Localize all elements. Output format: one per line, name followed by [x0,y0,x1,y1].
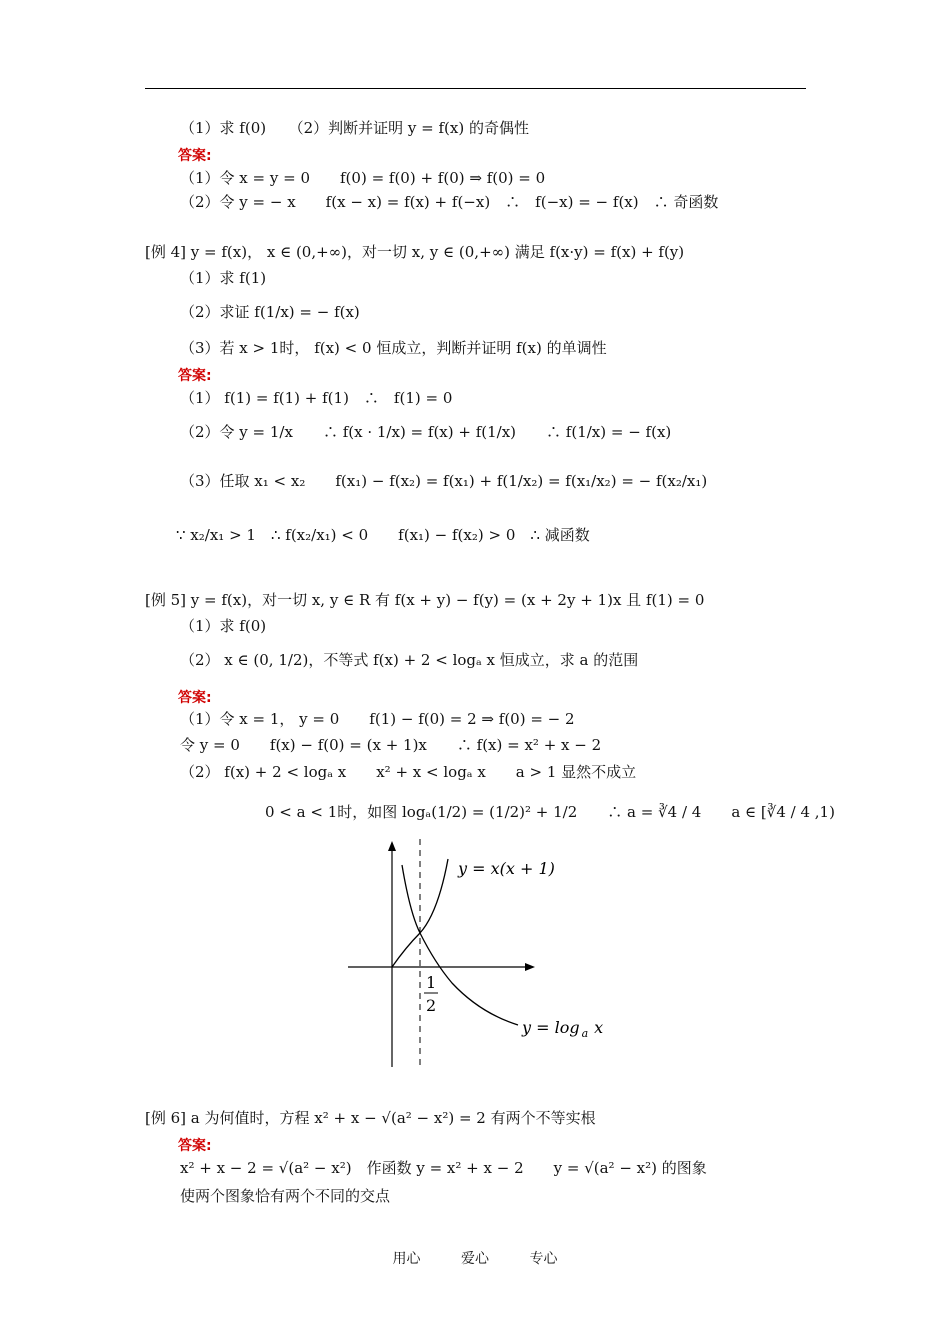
example4-question-2: （2）求证 f(1/x) = − f(x) [180,303,360,321]
example4-question-1: （1）求 f(1) [180,269,267,287]
page-footer [0,1248,950,1268]
header-rule [145,88,806,89]
log-label-base: a [581,1027,589,1040]
x-axis-arrow [525,963,535,971]
y-axis-arrow [388,841,396,851]
answer-label-1: 答案: [178,148,212,164]
tick-half-numerator: 1 [426,973,437,992]
parabola-label: y = x(x + 1) [458,859,555,878]
log-curve [402,865,518,1025]
footer-item: 专心 [529,1251,558,1267]
example5-answer-2: 令 y = 0 f(x) − f(0) = (x + 1)x ∴ f(x) = x² + x − 2 [180,736,602,754]
log-label-var: x [594,1018,604,1037]
example3-questions: （1）求 f(0) （2）判断并证明 y = f(x) 的奇偶性 [180,119,529,137]
example4-answer-4: ∵ x₂/x₁ > 1 ∴ f(x₂/x₁) < 0 f(x₁) − f(x₂) > 0 ∴ 减函数 [176,526,590,544]
footer-item: 用心 [392,1251,421,1267]
example5-answer-1: （1）令 x = 1， y = 0 f(1) − f(0) = 2 ⇒ f(0) = − 2 [180,710,575,728]
example4-statement: [例 4] y = f(x)， x ∈ (0,+∞)，对一切 x, y ∈ (0,+∞) 满足 f(x·y) = f(x) + f(y) [145,243,685,261]
function-graph [340,835,620,1075]
answer-label-4: 答案: [178,1138,212,1154]
example5-answer-3: （2） f(x) + 2 < logₐ x x² + x < logₐ x a > 1 显然不成立 [180,763,637,781]
example3-answer-1: （1）令 x = y = 0 f(0) = f(0) + f(0) ⇒ f(0) = 0 [180,169,546,187]
example6-statement: [例 6] a 为何值时，方程 x² + x − √(a² − x²) = 2 有两个不等实根 [145,1109,596,1127]
tick-half-denominator: 2 [426,996,437,1015]
example4-answer-3: （3）任取 x₁ < x₂ f(x₁) − f(x₂) = f(x₁) + f(1/x₂) = f(x₁/x₂) = − f(x₂/x₁) [180,472,708,490]
example5-question-1: （1）求 f(0) [180,617,267,635]
example6-answer-2: 使两个图象恰有两个不同的交点 [180,1187,391,1205]
example5-answer-4: 0 < a < 1时，如图 logₐ(1/2) = (1/2)² + 1/2 ∴ a = ∛4 / 4 a ∈ [∛4 / 4 ,1) [265,803,835,821]
footer-item: 爱心 [461,1251,489,1267]
answer-label-2: 答案: [178,368,212,384]
example4-answer-1: （1） f(1) = f(1) + f(1) ∴ f(1) = 0 [180,389,453,407]
example6-answer-1: x² + x − 2 = √(a² − x²) 作函数 y = x² + x − 2 y = √(a² − x²) 的图象 [180,1159,707,1177]
example4-answer-2: （2）令 y = 1/x ∴ f(x · 1/x) = f(x) + f(1/x) ∴ f(1/x) = − f(x) [180,423,672,441]
answer-label-3: 答案: [178,690,212,706]
example4-question-3: （3）若 x > 1时， f(x) < 0 恒成立，判断并证明 f(x) 的单调性 [180,339,607,357]
example5-statement: [例 5] y = f(x)，对一切 x, y ∈ R 有 f(x + y) − f(y) = (x + 2y + 1)x 且 f(1) = 0 [145,591,705,609]
example5-question-2: （2） x ∈ (0, 1/2)，不等式 f(x) + 2 < logₐ x 恒成立，求 a 的范围 [180,651,639,669]
log-label-text: y = log [522,1018,580,1037]
log-label [521,1018,603,1040]
example3-answer-2: （2）令 y = − x f(x − x) = f(x) + f(−x) ∴ f(−x) = − f(x) ∴ 奇函数 [180,193,719,211]
